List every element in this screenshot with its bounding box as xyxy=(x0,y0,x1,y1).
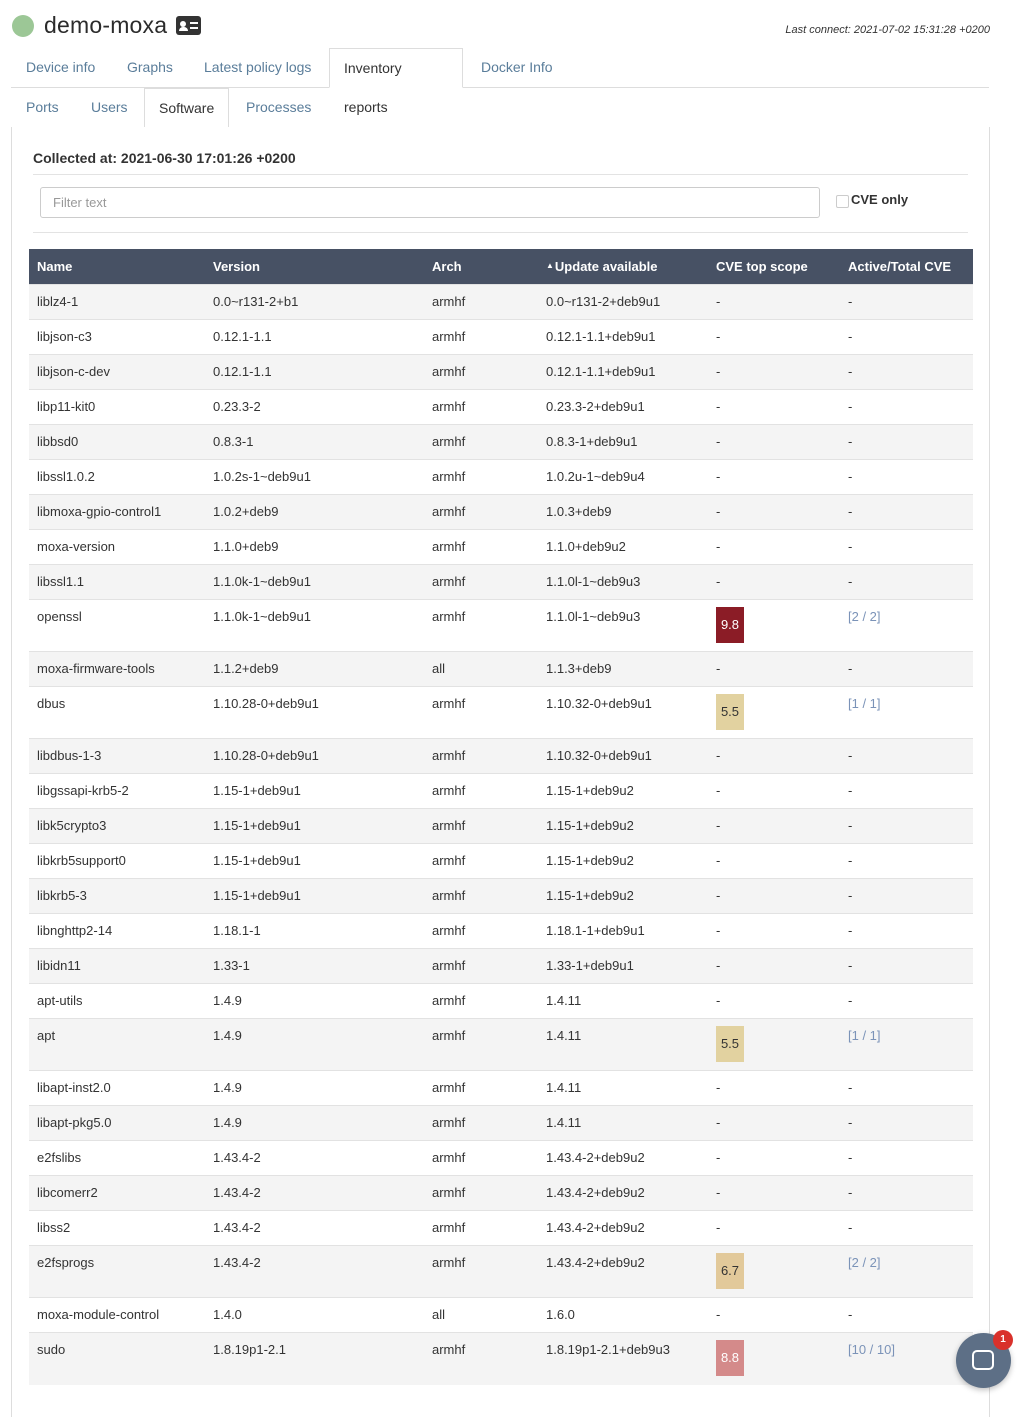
package-version: 1.1.0k-1~deb9u1 xyxy=(205,565,424,600)
package-update: 1.0.2u-1~deb9u4 xyxy=(538,460,708,495)
package-update: 1.1.0l-1~deb9u3 xyxy=(538,565,708,600)
package-update: 1.43.4-2+deb9u2 xyxy=(538,1211,708,1246)
table-row xyxy=(29,774,973,809)
cve-top-scope: - xyxy=(708,1176,840,1211)
col-update-available[interactable] xyxy=(538,249,708,285)
package-version: 0.0~r131-2+b1 xyxy=(205,285,424,320)
package-name: sudo xyxy=(29,1333,205,1385)
table-row xyxy=(29,1019,973,1071)
package-update: 1.8.19p1-2.1+deb9u3 xyxy=(538,1333,708,1385)
cve-top-scope: - xyxy=(708,652,840,687)
package-version: 0.12.1-1.1 xyxy=(205,355,424,390)
package-update: 1.1.3+deb9 xyxy=(538,652,708,687)
cve-top-scope: - xyxy=(708,809,840,844)
status-indicator xyxy=(12,15,34,37)
package-update: 1.4.11 xyxy=(538,1106,708,1141)
package-name: libmoxa-gpio-control1 xyxy=(29,495,205,530)
package-arch: armhf xyxy=(424,530,538,565)
package-update: 0.12.1-1.1+deb9u1 xyxy=(538,320,708,355)
software-panel xyxy=(11,127,990,1417)
package-arch: armhf xyxy=(424,809,538,844)
cve-top-scope: - xyxy=(708,739,840,774)
package-arch: armhf xyxy=(424,425,538,460)
package-arch: armhf xyxy=(424,320,538,355)
cve-top-scope: - xyxy=(708,1141,840,1176)
package-update: 1.4.11 xyxy=(538,1019,708,1071)
active-total-cve-link[interactable]: [2 / 2] xyxy=(840,600,973,652)
cve-top-scope: - xyxy=(708,879,840,914)
package-update: 1.15-1+deb9u2 xyxy=(538,809,708,844)
active-total-cve: - xyxy=(840,495,973,530)
package-update: 1.4.11 xyxy=(538,984,708,1019)
package-update: 1.18.1-1+deb9u1 xyxy=(538,914,708,949)
active-total-cve-link[interactable]: [1 / 1] xyxy=(840,1019,973,1071)
device-header xyxy=(0,0,1023,50)
package-update: 1.10.32-0+deb9u1 xyxy=(538,739,708,774)
tab-latest-policy-logs[interactable]: Latest policy logs xyxy=(204,59,312,75)
table-row xyxy=(29,1333,973,1385)
package-name: moxa-firmware-tools xyxy=(29,652,205,687)
chat-icon xyxy=(972,1350,994,1370)
package-name: libssl1.1 xyxy=(29,565,205,600)
id-card-icon[interactable] xyxy=(176,16,201,35)
table-row xyxy=(29,285,973,320)
package-name: libk5crypto3 xyxy=(29,809,205,844)
cve-top-scope: - xyxy=(708,565,840,600)
cve-only-label: CVE only xyxy=(851,192,909,207)
chat-notification-badge: 1 xyxy=(993,1330,1013,1350)
cve-top-scope: - xyxy=(708,774,840,809)
package-update: 0.0~r131-2+deb9u1 xyxy=(538,285,708,320)
package-arch: all xyxy=(424,1298,538,1333)
package-version: 0.8.3-1 xyxy=(205,425,424,460)
package-arch: armhf xyxy=(424,460,538,495)
table-row xyxy=(29,1141,973,1176)
package-version: 1.43.4-2 xyxy=(205,1141,424,1176)
table-row xyxy=(29,565,973,600)
package-arch: armhf xyxy=(424,739,538,774)
active-total-cve: - xyxy=(840,565,973,600)
package-arch: armhf xyxy=(424,1106,538,1141)
active-total-cve: - xyxy=(840,1071,973,1106)
package-version: 1.1.0k-1~deb9u1 xyxy=(205,600,424,652)
package-arch: armhf xyxy=(424,1176,538,1211)
tab-ports[interactable]: Ports xyxy=(26,99,59,115)
package-arch: armhf xyxy=(424,949,538,984)
package-name: apt xyxy=(29,1019,205,1071)
table-row xyxy=(29,530,973,565)
package-name: libgssapi-krb5-2 xyxy=(29,774,205,809)
package-arch: armhf xyxy=(424,844,538,879)
package-version: 1.43.4-2 xyxy=(205,1211,424,1246)
package-update: 1.1.0l-1~deb9u3 xyxy=(538,600,708,652)
col-name[interactable]: Name xyxy=(29,249,205,285)
package-arch: armhf xyxy=(424,1211,538,1246)
filter-input[interactable] xyxy=(40,187,820,218)
package-name: libcomerr2 xyxy=(29,1176,205,1211)
package-arch: armhf xyxy=(424,879,538,914)
package-update: 0.12.1-1.1+deb9u1 xyxy=(538,355,708,390)
cve-score-badge: 9.8 xyxy=(716,607,744,643)
active-total-cve: - xyxy=(840,1141,973,1176)
collected-at: Collected at: 2021-06-30 17:01:26 +0200 xyxy=(33,150,296,166)
cve-top-scope: - xyxy=(708,285,840,320)
package-update: 1.43.4-2+deb9u2 xyxy=(538,1176,708,1211)
package-arch: armhf xyxy=(424,774,538,809)
package-name: libkrb5support0 xyxy=(29,844,205,879)
table-row xyxy=(29,1211,973,1246)
package-arch: armhf xyxy=(424,600,538,652)
package-version: 1.15-1+deb9u1 xyxy=(205,809,424,844)
package-update: 1.33-1+deb9u1 xyxy=(538,949,708,984)
package-version: 1.10.28-0+deb9u1 xyxy=(205,687,424,739)
cve-top-scope: - xyxy=(708,355,840,390)
package-update: 1.1.0+deb9u2 xyxy=(538,530,708,565)
cve-top-scope: - xyxy=(708,984,840,1019)
tab-graphs[interactable]: Graphs xyxy=(127,59,173,75)
tab-software[interactable]: Software xyxy=(144,88,229,128)
package-name: libjson-c-dev xyxy=(29,355,205,390)
package-version: 1.15-1+deb9u1 xyxy=(205,844,424,879)
package-version: 1.4.0 xyxy=(205,1298,424,1333)
cve-score-badge: 8.8 xyxy=(716,1340,744,1376)
package-version: 1.0.2+deb9 xyxy=(205,495,424,530)
active-total-cve-link[interactable]: [10 / 10] xyxy=(840,1333,973,1385)
package-name: libjson-c3 xyxy=(29,320,205,355)
package-version: 1.1.2+deb9 xyxy=(205,652,424,687)
package-name: moxa-version xyxy=(29,530,205,565)
sub-tabs xyxy=(11,88,989,128)
package-arch: armhf xyxy=(424,1071,538,1106)
package-version: 1.15-1+deb9u1 xyxy=(205,879,424,914)
table-header-row xyxy=(29,249,973,285)
cve-top-scope: - xyxy=(708,949,840,984)
cve-top-scope: - xyxy=(708,460,840,495)
active-total-cve: - xyxy=(840,1211,973,1246)
cve-top-scope: - xyxy=(708,1211,840,1246)
table-row xyxy=(29,1298,973,1333)
package-arch: armhf xyxy=(424,1141,538,1176)
active-total-cve: - xyxy=(840,530,973,565)
table-row xyxy=(29,355,973,390)
col-update-available-label: Update available xyxy=(554,259,658,274)
package-name: libss2 xyxy=(29,1211,205,1246)
package-version: 0.12.1-1.1 xyxy=(205,320,424,355)
package-version: 1.43.4-2 xyxy=(205,1176,424,1211)
table-row xyxy=(29,390,973,425)
cve-top-scope xyxy=(708,600,840,652)
sort-asc-icon: ▲ xyxy=(546,261,554,270)
active-total-cve: - xyxy=(840,774,973,809)
table-row xyxy=(29,1246,973,1298)
package-name: openssl xyxy=(29,600,205,652)
package-name: moxa-module-control xyxy=(29,1298,205,1333)
active-total-cve: - xyxy=(840,1298,973,1333)
table-row xyxy=(29,495,973,530)
table-row xyxy=(29,425,973,460)
package-name: apt-utils xyxy=(29,984,205,1019)
active-total-cve: - xyxy=(840,984,973,1019)
package-version: 1.0.2s-1~deb9u1 xyxy=(205,460,424,495)
table-row xyxy=(29,687,973,739)
col-arch[interactable]: Arch xyxy=(424,249,538,285)
package-update: 1.6.0 xyxy=(538,1298,708,1333)
package-name: libapt-inst2.0 xyxy=(29,1071,205,1106)
package-arch: armhf xyxy=(424,1019,538,1071)
divider xyxy=(33,232,968,233)
tab-processes[interactable]: Processes xyxy=(246,99,312,115)
cve-top-scope: - xyxy=(708,320,840,355)
cve-score-badge: 5.5 xyxy=(716,694,744,730)
package-version: 1.8.19p1-2.1 xyxy=(205,1333,424,1385)
package-name: libkrb5-3 xyxy=(29,879,205,914)
table-row xyxy=(29,949,973,984)
device-name: demo-moxa xyxy=(44,12,168,38)
package-update: 1.10.32-0+deb9u1 xyxy=(538,687,708,739)
package-arch: armhf xyxy=(424,914,538,949)
cve-top-scope: - xyxy=(708,1071,840,1106)
active-total-cve: - xyxy=(840,355,973,390)
active-total-cve: - xyxy=(840,1176,973,1211)
package-arch: armhf xyxy=(424,495,538,530)
cve-top-scope xyxy=(708,687,840,739)
tab-users[interactable]: Users xyxy=(91,99,128,115)
table-row xyxy=(29,984,973,1019)
cve-top-scope: - xyxy=(708,425,840,460)
tab-inventory-reports[interactable]: Inventory reports xyxy=(329,48,463,88)
active-total-cve: - xyxy=(840,460,973,495)
package-name: liblz4-1 xyxy=(29,285,205,320)
table-row xyxy=(29,460,973,495)
active-total-cve: - xyxy=(840,739,973,774)
software-table xyxy=(29,249,973,1385)
package-update: 1.4.11 xyxy=(538,1071,708,1106)
cve-score-badge: 6.7 xyxy=(716,1253,744,1289)
package-version: 1.4.9 xyxy=(205,1106,424,1141)
package-version: 1.33-1 xyxy=(205,949,424,984)
table-row xyxy=(29,739,973,774)
package-arch: armhf xyxy=(424,687,538,739)
package-update: 0.23.3-2+deb9u1 xyxy=(538,390,708,425)
package-arch: armhf xyxy=(424,984,538,1019)
package-name: libnghttp2-14 xyxy=(29,914,205,949)
package-arch: armhf xyxy=(424,285,538,320)
cve-top-scope: - xyxy=(708,1106,840,1141)
package-version: 1.1.0+deb9 xyxy=(205,530,424,565)
active-total-cve: - xyxy=(840,949,973,984)
package-name: libssl1.0.2 xyxy=(29,460,205,495)
cve-top-scope: - xyxy=(708,914,840,949)
table-row xyxy=(29,1071,973,1106)
cve-top-scope: - xyxy=(708,530,840,565)
package-name: libidn11 xyxy=(29,949,205,984)
divider xyxy=(33,174,968,175)
table-row xyxy=(29,1176,973,1211)
cve-top-scope xyxy=(708,1246,840,1298)
table-row xyxy=(29,809,973,844)
package-version: 1.10.28-0+deb9u1 xyxy=(205,739,424,774)
package-update: 0.8.3-1+deb9u1 xyxy=(538,425,708,460)
table-row xyxy=(29,1106,973,1141)
package-update: 1.15-1+deb9u2 xyxy=(538,879,708,914)
package-version: 1.4.9 xyxy=(205,1071,424,1106)
package-name: dbus xyxy=(29,687,205,739)
col-cve-top-scope[interactable]: CVE top scope xyxy=(708,249,840,285)
package-update: 1.15-1+deb9u2 xyxy=(538,774,708,809)
cve-top-scope: - xyxy=(708,844,840,879)
package-arch: armhf xyxy=(424,355,538,390)
package-update: 1.15-1+deb9u2 xyxy=(538,844,708,879)
package-name: libbsd0 xyxy=(29,425,205,460)
package-version: 1.15-1+deb9u1 xyxy=(205,774,424,809)
package-update: 1.0.3+deb9 xyxy=(538,495,708,530)
table-row xyxy=(29,652,973,687)
package-update: 1.43.4-2+deb9u2 xyxy=(538,1141,708,1176)
tab-docker-info[interactable]: Docker Info xyxy=(481,59,553,75)
active-total-cve-link[interactable]: [2 / 2] xyxy=(840,1246,973,1298)
package-arch: armhf xyxy=(424,565,538,600)
active-total-cve: - xyxy=(840,1106,973,1141)
active-total-cve: - xyxy=(840,390,973,425)
package-name: e2fslibs xyxy=(29,1141,205,1176)
package-name: libapt-pkg5.0 xyxy=(29,1106,205,1141)
active-total-cve: - xyxy=(840,652,973,687)
package-name: libp11-kit0 xyxy=(29,390,205,425)
table-row xyxy=(29,914,973,949)
cve-top-scope: - xyxy=(708,495,840,530)
active-total-cve: - xyxy=(840,879,973,914)
package-arch: armhf xyxy=(424,390,538,425)
tab-device-info[interactable]: Device info xyxy=(26,59,96,75)
cve-top-scope: - xyxy=(708,1298,840,1333)
cve-top-scope xyxy=(708,1333,840,1385)
cve-only-checkbox[interactable] xyxy=(836,195,849,208)
package-arch: armhf xyxy=(424,1246,538,1298)
active-total-cve-link[interactable]: [1 / 1] xyxy=(840,687,973,739)
active-total-cve: - xyxy=(840,914,973,949)
cve-top-scope xyxy=(708,1019,840,1071)
table-row xyxy=(29,320,973,355)
cve-score-badge: 5.5 xyxy=(716,1026,744,1062)
package-version: 0.23.3-2 xyxy=(205,390,424,425)
col-version[interactable]: Version xyxy=(205,249,424,285)
last-connect: Last connect: 2021-07-02 15:31:28 +0200 xyxy=(785,24,990,36)
table-row xyxy=(29,600,973,652)
cve-top-scope: - xyxy=(708,390,840,425)
active-total-cve: - xyxy=(840,320,973,355)
package-arch: all xyxy=(424,652,538,687)
col-active-total-cve[interactable]: Active/Total CVE xyxy=(840,249,973,285)
active-total-cve: - xyxy=(840,809,973,844)
active-total-cve: - xyxy=(840,285,973,320)
package-name: libdbus-1-3 xyxy=(29,739,205,774)
package-version: 1.4.9 xyxy=(205,984,424,1019)
package-version: 1.43.4-2 xyxy=(205,1246,424,1298)
table-row xyxy=(29,879,973,914)
active-total-cve: - xyxy=(840,425,973,460)
active-total-cve: - xyxy=(840,844,973,879)
package-arch: armhf xyxy=(424,1333,538,1385)
package-update: 1.43.4-2+deb9u2 xyxy=(538,1246,708,1298)
package-version: 1.4.9 xyxy=(205,1019,424,1071)
package-version: 1.18.1-1 xyxy=(205,914,424,949)
table-row xyxy=(29,844,973,879)
package-name: e2fsprogs xyxy=(29,1246,205,1298)
